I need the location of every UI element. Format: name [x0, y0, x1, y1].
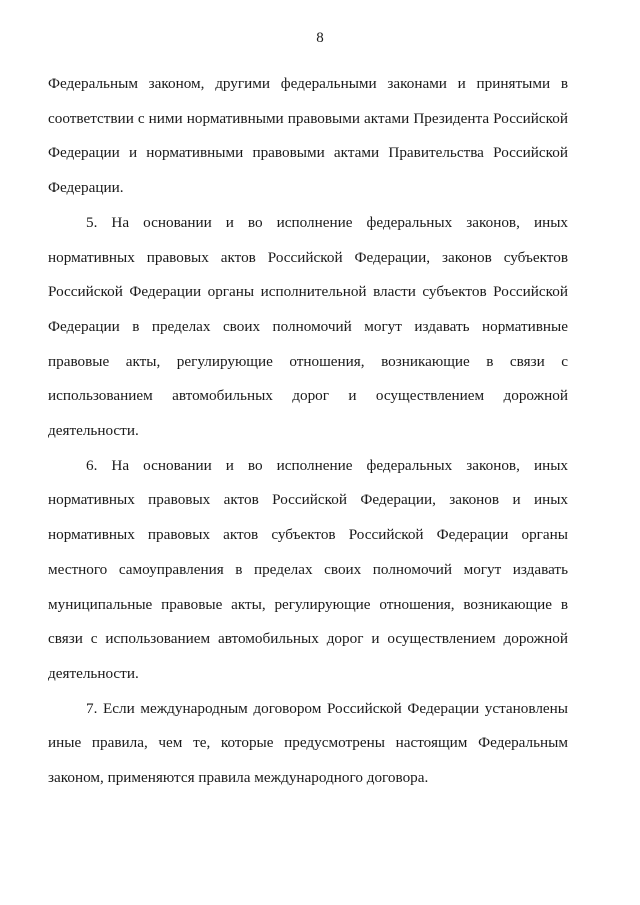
text-line: 6. На основании и во исполнение федеральных законов, иных	[86, 456, 568, 474]
text-line: Федерации.	[48, 179, 124, 197]
text-line: нормативных правовых актов Российской Федерации, законов субъектов	[48, 248, 568, 266]
text-line: деятельности.	[48, 664, 139, 682]
text-line: 5. На основании и во исполнение федеральных законов, иных	[86, 213, 568, 231]
paragraph-item-6	[48, 449, 568, 692]
text-line: законом, применяются правила международного договора.	[48, 769, 429, 787]
text-line: деятельности.	[48, 422, 139, 440]
text-line: правовые акты, регулирующие отношения, возникающие в связи с	[48, 352, 568, 370]
text-line: иные правила, чем те, которые предусмотрены настоящим Федеральным	[48, 734, 568, 752]
text-line: Федерации и нормативными правовыми актами Правительства Российской	[48, 144, 568, 162]
page-number: 8	[316, 30, 324, 46]
text-line: 7. Если международным договором Российской Федерации установлены	[86, 699, 568, 717]
text-line: муниципальные правовые акты, регулирующие отношения, возникающие в	[48, 595, 568, 613]
paragraph-continuation	[48, 67, 568, 206]
text-line: нормативных правовых актов субъектов Российской Федерации органы	[48, 526, 568, 544]
paragraph-item-7	[48, 692, 568, 796]
text-line: местного самоуправления в пределах своих полномочий могут издавать	[48, 560, 568, 578]
text-line: соответствии с ними нормативными правовыми актами Президента Российской	[48, 109, 568, 127]
text-line: нормативных правовых актов Российской Федерации, законов и иных	[48, 491, 568, 509]
text-line: использованием автомобильных дорог и осуществлением дорожной	[48, 387, 568, 405]
document-body	[48, 67, 568, 796]
text-line: связи с использованием автомобильных дорог и осуществлением дорожной	[48, 630, 568, 648]
paragraph-item-5	[48, 206, 568, 449]
text-line: Российской Федерации органы исполнительной власти субъектов Российской	[48, 283, 568, 301]
text-line: Федерации в пределах своих полномочий могут издавать нормативные	[48, 317, 568, 335]
text-line: Федеральным законом, другими федеральными законами и принятыми в	[48, 75, 568, 92]
